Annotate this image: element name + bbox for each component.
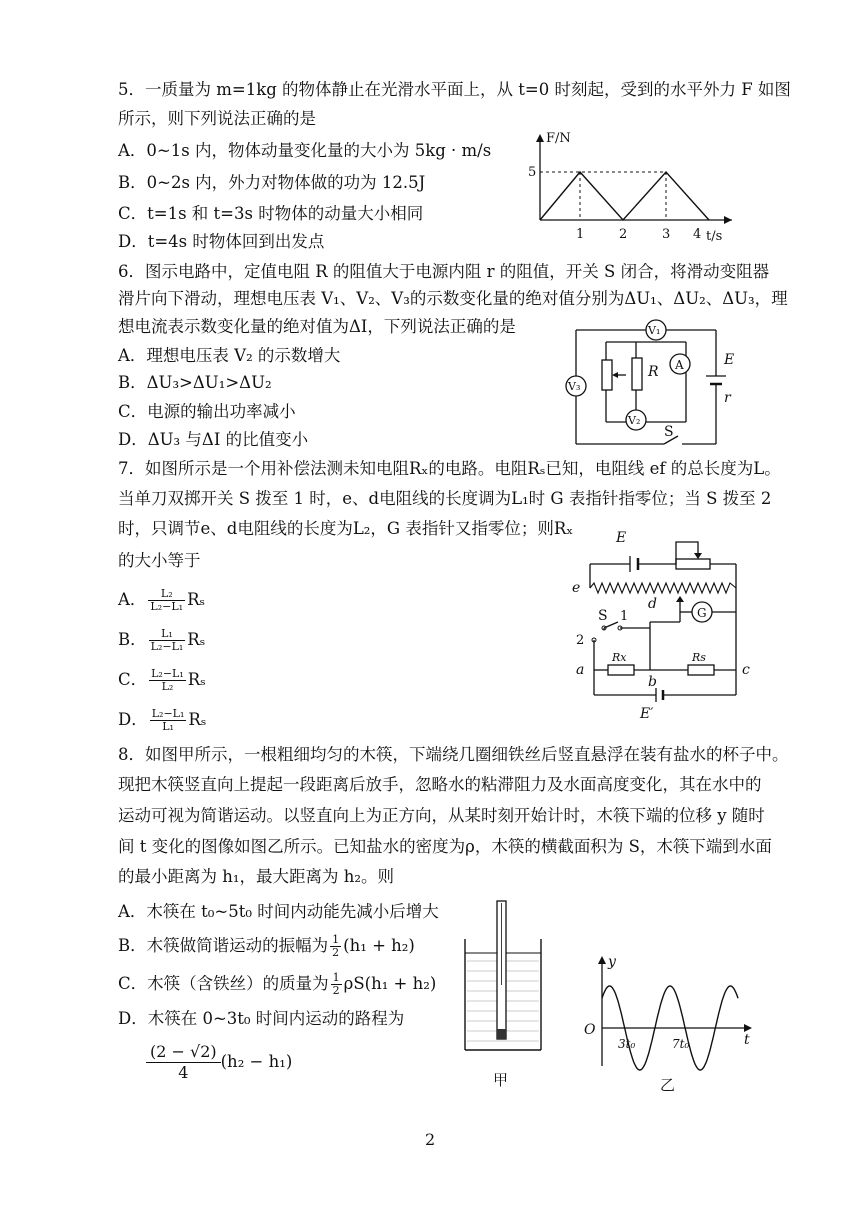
q8-option-c: C．木筷（含铁丝）的质量为 $\frac{1}{2}$ ρS(h₁ + h₂) (118, 971, 437, 997)
q5-x-tick-4: 4 (693, 227, 702, 242)
q7-G-label: G (697, 606, 707, 620)
q5-option-c: C．t=1s 和 t=3s 时物体的动量大小相同 (118, 204, 424, 223)
q8-stem-line2: 现把木筷竖直向上提起一段距离后放手，忽略水的粘滞阻力及水面高度变化，其在水中的 (118, 775, 762, 794)
q7-option-d: D． $\frac{\text{L₂−L₁}}{\text{L₁}}$ Rₛ (118, 707, 207, 733)
q7-Rs-label: Rs (692, 651, 706, 664)
q6-V3-label: V₃ (568, 380, 581, 393)
q7-stem-line4: 的大小等于 (118, 551, 201, 570)
q7-e-node: e (572, 580, 581, 596)
q7-option-c: C． $\frac{\text{L₂−L₁}}{\text{L₂}}$ Rₛ (118, 667, 206, 693)
q6-stem-line1: 6．图示电路中，定值电阻 R 的阻值大于电源内阻 r 的阻值，开关 S 闭合，将滑动变阻器 (118, 262, 770, 281)
q7-option-b: B． $\frac{\text{L₁}}{\text{L₂−L₁}}$ Rₛ (118, 627, 206, 653)
q5-stem-line1: 5．一质量为 m=1kg 的物体静止在光滑水平面上，从 t=0 时刻起，受到的水平外力 F 如图 (118, 80, 791, 99)
q8-stem-line5: 的最小距离为 h₁，最大距离为 h₂。则 (118, 867, 394, 886)
q6-option-a: A．理想电压表 V₂ 的示数增大 (118, 346, 341, 365)
q5-ylabel: F/N (546, 131, 571, 146)
q6-stem-line3: 想电流表示数变化量的绝对值为ΔI，下列说法正确的是 (118, 317, 516, 336)
q5-option-a: A．0~1s 内，物体动量变化量的大小为 5kg · m/s (118, 141, 492, 160)
q8-stem-line1: 8．如图甲所示，一根粗细均匀的木筷，下端绕几圈细铁丝后竖直悬浮在装有盐水的杯子中。 (118, 745, 789, 764)
q6-circuit-diagram (556, 312, 746, 452)
q5-option-d: D．t=4s 时物体回到出发点 (118, 232, 325, 251)
q8-cup-figure-jia (455, 895, 555, 1095)
q8-option-b: B．木筷做简谐运动的振幅为 $\frac{1}{2}$ (h₁ + h₂) (118, 933, 415, 959)
q8-fig-yi-label: 乙 (660, 1076, 676, 1094)
q7-E-label: E (616, 530, 627, 546)
q7-compensation-circuit (568, 520, 758, 725)
q7-Eprime-label: E′ (640, 706, 654, 722)
q8-origin-label: O (584, 1022, 596, 1038)
q7-S-label: S (598, 608, 608, 624)
q6-ammeter-label: A (675, 358, 684, 372)
q8-tick-7t0: 7t₀ (672, 1037, 690, 1051)
q8-y-axis-label: y (608, 954, 616, 970)
q5-x-tick-2: 2 (619, 227, 628, 242)
q6-V1-label: V₁ (648, 324, 661, 337)
q7-option-a: A． $\frac{\text{L₂}}{\text{L₂−L₁}}$ Rₛ (118, 587, 206, 613)
q5-xlabel: t/s (706, 229, 723, 244)
q7-stem-line3: 时，只调节e、d电阻线的长度为L₂，G 表指针又指零位；则Rₓ (118, 519, 574, 538)
q5-x-tick-1: 1 (576, 227, 585, 242)
q6-r-label: r (724, 390, 731, 406)
q7-Rx-label: Rx (612, 651, 627, 664)
q6-option-c: C．电源的输出功率减小 (118, 402, 296, 421)
q6-stem-line2: 滑片向下滑动，理想电压表 V₁、V₂、V₃的示数变化量的绝对值分别为ΔU₁、ΔU₂、ΔU₃，理 (118, 289, 788, 308)
q7-contact-1: 1 (620, 609, 629, 624)
q7-b-node: b (648, 674, 657, 690)
q5-y-tick-5: 5 (528, 165, 537, 180)
q8-t-axis-label: t (744, 1032, 750, 1048)
q7-d-node: d (648, 596, 657, 612)
q5-x-tick-3: 3 (662, 227, 671, 242)
q8-stem-line3: 运动可视为简谐运动。以竖直向上为正方向，从某时刻开始计时，木筷下端的位移 y 随时 (118, 806, 765, 825)
q7-stem-line1: 7．如图所示是一个用补偿法测未知电阻Rₓ的电路。电阻Rₛ已知，电阻线 ef 的总长度为L。 (118, 459, 781, 478)
page-number: 2 (425, 1130, 436, 1149)
q8-stem-line4: 间 t 变化的图像如图乙所示。已知盐水的密度为ρ，木筷的横截面积为 S，木筷下端到水面 (118, 837, 772, 856)
q6-switch-label: S (664, 424, 674, 440)
q7-a-node: a (576, 662, 585, 678)
q5-stem-line2: 所示，则下列说法正确的是 (118, 109, 316, 128)
q8-option-a: A．木筷在 t₀~5t₀ 时间内动能先减小后增大 (118, 902, 439, 921)
q8-fig-jia-label: 甲 (493, 1071, 509, 1089)
q5-option-b: B．0~2s 内，外力对物体做的功为 12.5J (118, 173, 426, 192)
q5-force-graph (510, 128, 740, 246)
q8-tick-3t0: 3t₀ (618, 1037, 636, 1051)
q6-V2-label: V₂ (628, 414, 641, 427)
q6-option-d: D．ΔU₃ 与ΔI 的比值变小 (118, 430, 309, 449)
q8-option-d: D．木筷在 0~3t₀ 时间内运动的路程为 (118, 1009, 405, 1028)
q7-contact-2: 2 (576, 633, 585, 648)
q7-c-node: c (742, 662, 750, 678)
q6-E-label: E (724, 352, 735, 368)
q7-stem-line2: 当单刀双掷开关 S 拨至 1 时，e、d电阻线的长度调为L₁时 G 表指针指零位；当 S 拨至 2 (118, 489, 772, 508)
q6-option-b: B．ΔU₃>ΔU₁>ΔU₂ (118, 373, 272, 392)
q6-R-label: R (648, 364, 659, 380)
q8-displacement-graph-yi (578, 948, 758, 1098)
q8-option-d-expression: $\frac{(2 - √2)}{4}$ (h₂ − h₁) (146, 1042, 292, 1083)
